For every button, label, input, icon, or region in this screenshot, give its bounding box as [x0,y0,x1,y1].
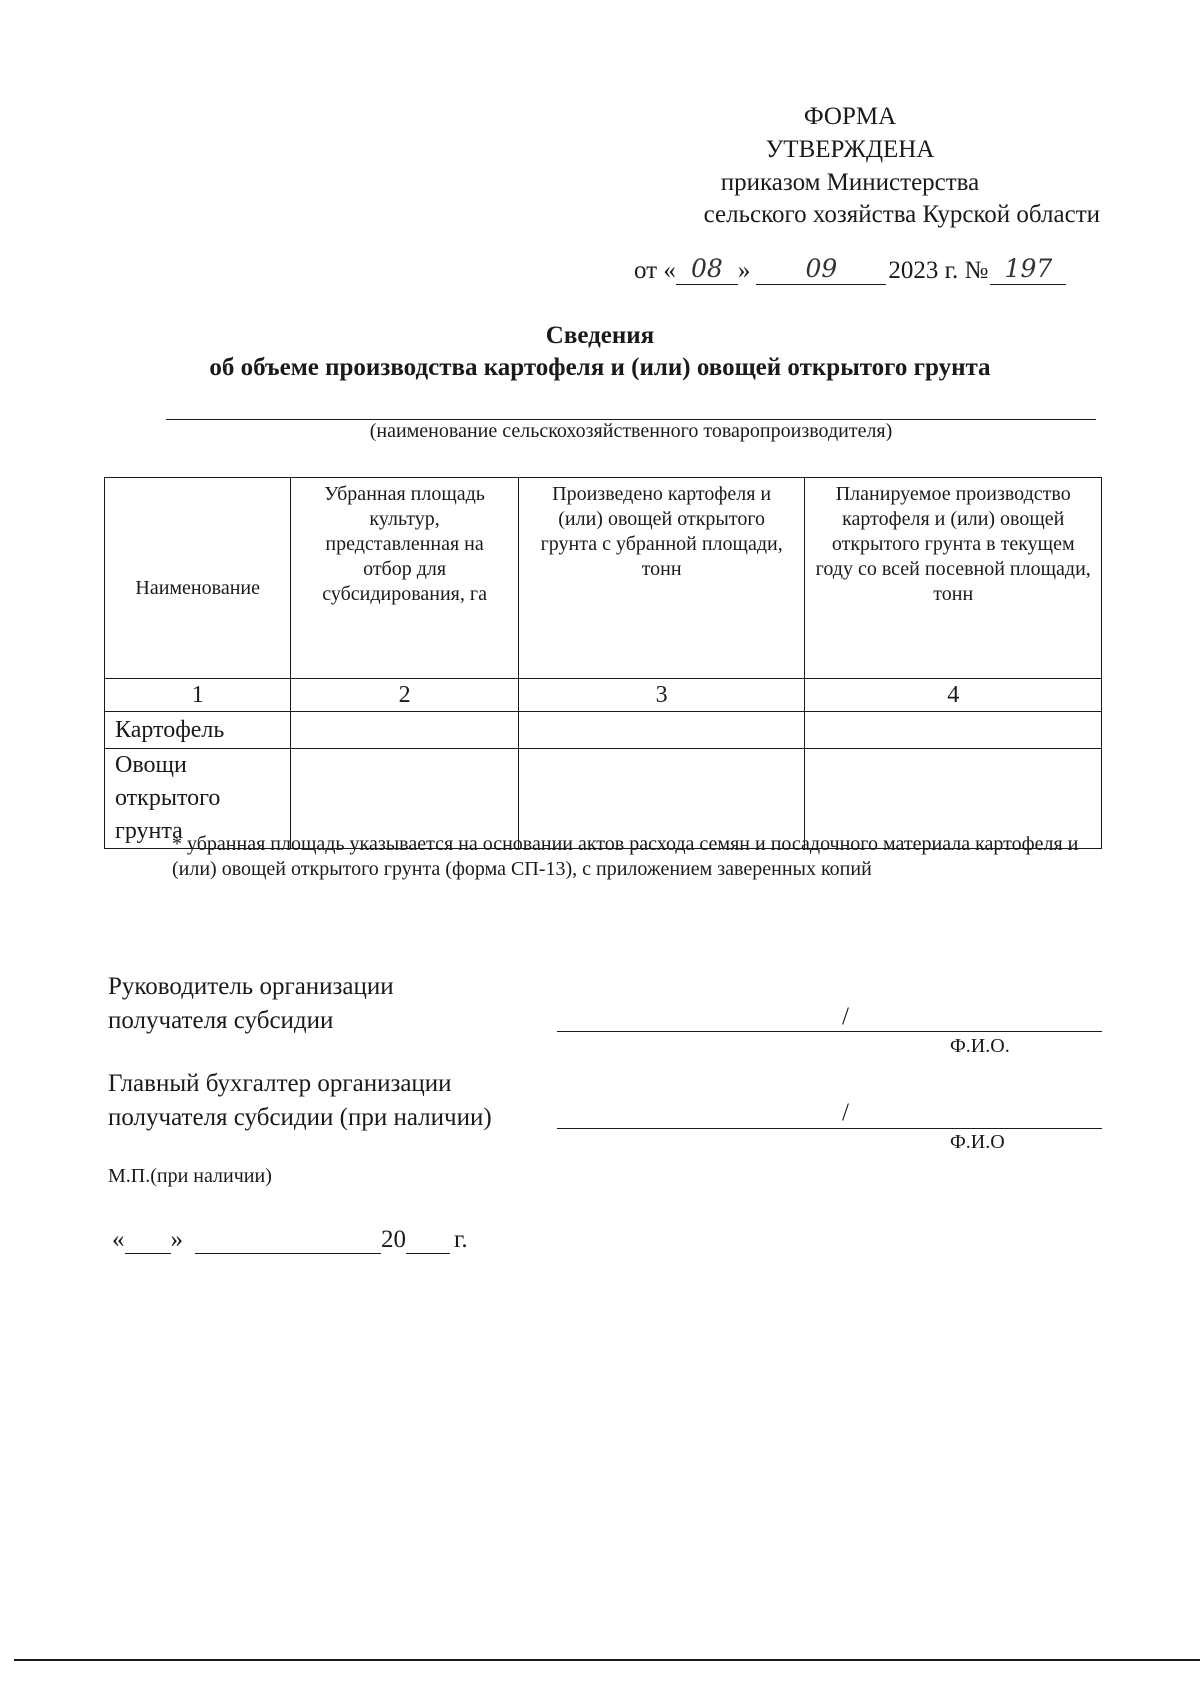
accountant-label-line1: Главный бухгалтер организации [108,1070,452,1097]
table-header-row [105,478,1102,679]
header-area: Убранная площадь культур, представленная на отбор для субсидирования, га [291,478,518,679]
approval-ministry-label: сельского хозяйства Курской области [703,201,1100,228]
date-day-field[interactable] [125,1227,171,1254]
row-name-potato: Картофель [105,712,291,749]
approval-from-label: от « [634,257,676,284]
approval-date-row [634,254,1066,285]
approval-form-label: ФОРМА [803,103,897,130]
row-name-vegetables: Овощи открытого грунта [105,749,291,849]
accountant-signature-slash: / [842,1099,849,1126]
approval-block [600,100,1100,199]
accountant-fio-label: Ф.И.О [950,1131,1005,1153]
head-fio-label: Ф.И.О. [950,1035,1010,1057]
document-subtitle: об объеме производства картофеля и (или) овощей открытого грунта [209,354,991,381]
head-signature-slash: / [842,1003,849,1030]
approval-year-number-label: 2023 г. № [888,257,989,284]
production-table [104,477,1102,849]
column-number-4: 4 [805,679,1102,712]
stamp-label: М.П.(при наличии) [108,1165,272,1187]
approval-day-field[interactable]: 08 [676,254,738,285]
potato-produced-cell[interactable] [518,712,805,749]
header-produced: Произведено картофеля и (или) овощей открытого грунта с убранной площади, тонн [518,478,805,679]
date-row [112,1226,468,1254]
potato-planned-cell[interactable] [805,712,1102,749]
table-row [105,712,1102,749]
date-year-field[interactable] [406,1227,450,1254]
head-label [108,970,394,1038]
accountant-label [108,1067,492,1135]
header-planned: Планируемое производство картофеля и (или) овощей открытого грунта в текущем году со всей посевной площади, тонн [805,478,1102,679]
approval-number-field[interactable]: 197 [990,254,1066,285]
footnote: * убранная площадь указывается на основании актов расхода семян и посадочного материала картофеля и (или) овощей открытого грунта (форма СП-13), с приложением заверенных копий [172,833,1079,880]
date-suffix: г. [454,1226,468,1253]
producer-caption: (наименование сельскохозяйственного товаропроизводителя) [369,420,893,442]
column-number-1: 1 [105,679,291,712]
date-month-field[interactable] [195,1227,381,1254]
scan-bottom-rule [14,1659,1200,1661]
approval-quote-close: » [737,257,751,284]
head-signature-field[interactable] [557,1031,1102,1032]
head-label-line1: Руководитель организации [108,973,394,1000]
date-century: 20 [381,1226,406,1253]
accountant-label-line2: получателя субсидии (при наличии) [108,1104,492,1131]
potato-area-cell[interactable] [291,712,518,749]
document-title: Сведения [545,322,655,349]
table-number-row [105,679,1102,712]
column-number-3: 3 [518,679,805,712]
date-quote-close: » [170,1226,183,1253]
accountant-signature-field[interactable] [557,1128,1102,1129]
approval-month-field[interactable]: 09 [756,254,886,285]
approval-order-label: приказом Министерства [720,169,980,196]
head-label-line2: получателя субсидии [108,1007,334,1034]
column-number-2: 2 [291,679,518,712]
date-quote-open: « [112,1226,125,1253]
approval-approved-label: УТВЕРЖДЕНА [765,136,935,163]
header-name: Наименование [105,478,291,679]
